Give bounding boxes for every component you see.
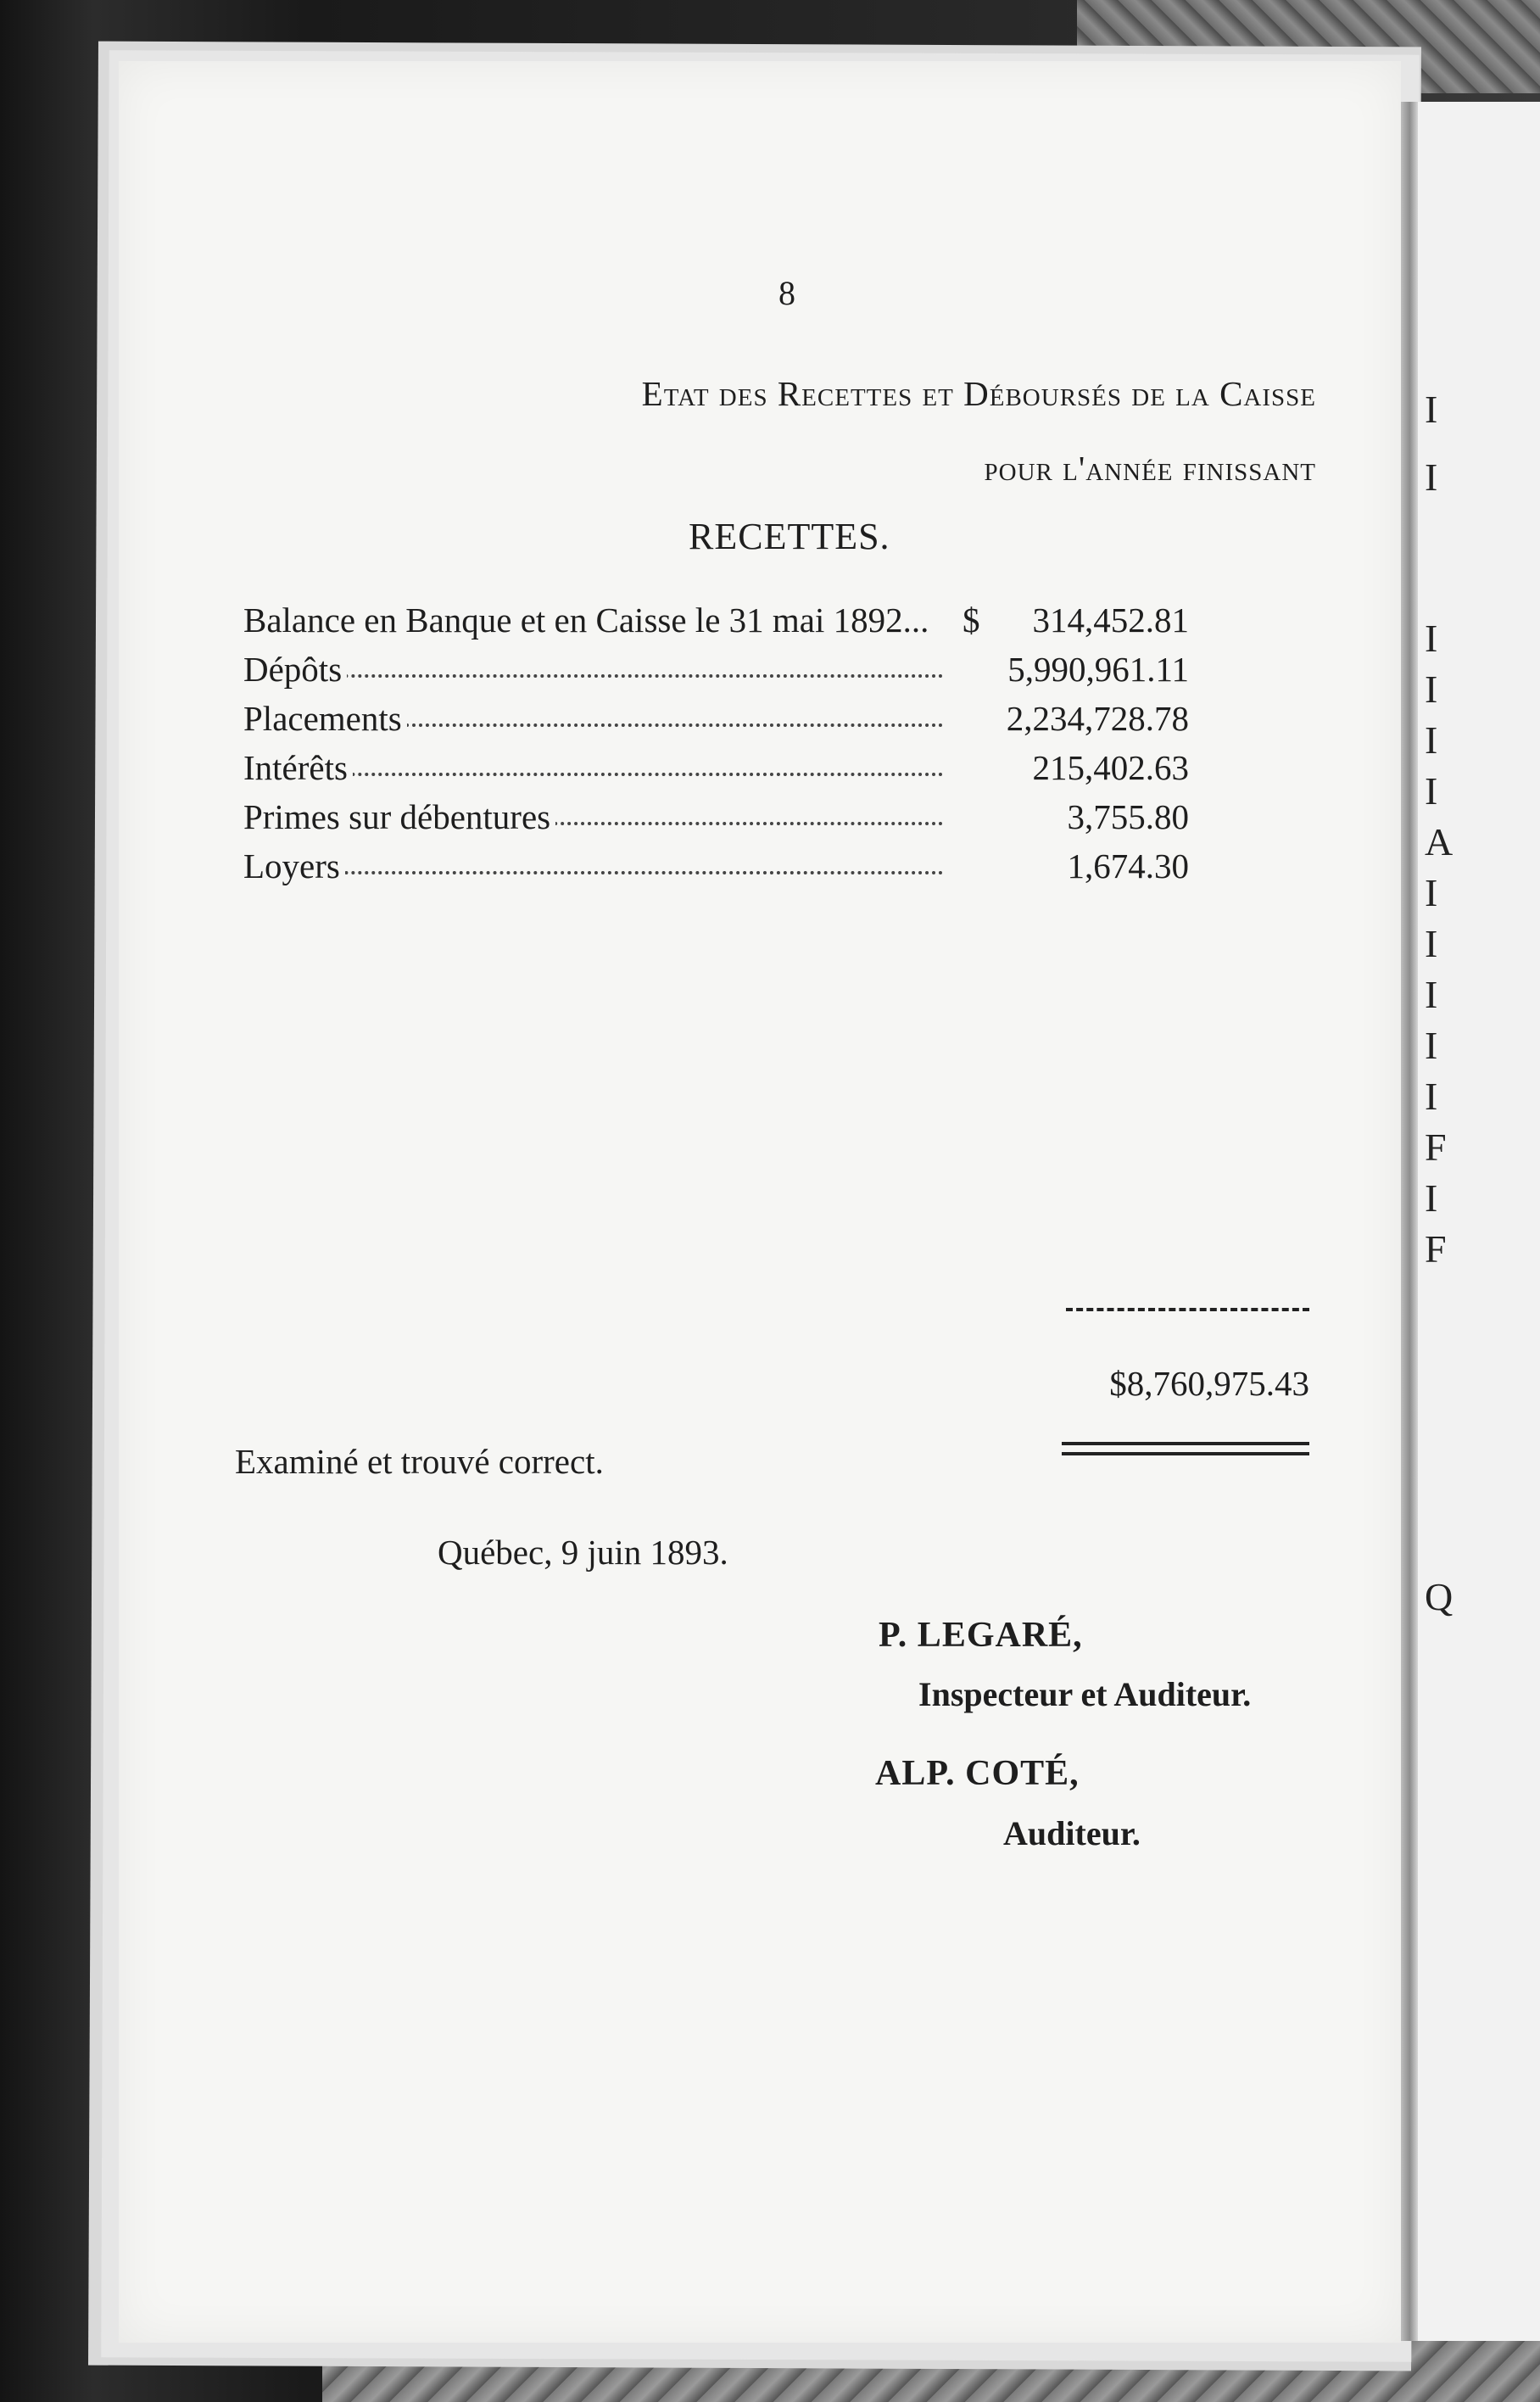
signer-name: ALP. COTÉ,: [875, 1754, 1080, 1793]
receipt-amount: 3,755.80: [1067, 797, 1189, 836]
statement-title-line-1: Etat des Recettes et Déboursés de la Caisse: [641, 374, 1316, 413]
edge-letter: I: [1425, 668, 1438, 711]
double-rule: [1062, 1442, 1309, 1455]
receipt-row: [243, 796, 1189, 846]
next-page-edge: [1414, 102, 1540, 2341]
total-amount: $8,760,975.43: [1109, 1364, 1309, 1403]
dot-leader: [243, 674, 943, 678]
edge-letter: I: [1425, 922, 1438, 965]
receipt-label: Loyers: [243, 846, 345, 886]
currency-symbol: $: [962, 600, 980, 640]
receipt-row: [243, 846, 1189, 895]
place-date: Québec, 9 juin 1893.: [438, 1533, 728, 1572]
receipt-label: Dépôts: [243, 649, 347, 690]
examined-statement: Examiné et trouvé correct.: [235, 1442, 604, 1481]
receipt-amount: 1,674.30: [1067, 846, 1189, 885]
receipt-row: [243, 600, 1189, 649]
edge-letter: I: [1425, 455, 1438, 499]
receipt-label: Balance en Banque et en Caisse le 31 mai 1892...: [243, 600, 934, 640]
edge-letter: I: [1425, 1176, 1438, 1220]
receipt-amount: 2,234,728.78: [1006, 699, 1189, 738]
receipt-amount: 314,452.81: [1032, 600, 1189, 640]
edge-letter: I: [1425, 617, 1438, 660]
page-number: 8: [778, 274, 795, 312]
edge-letter: F: [1425, 1227, 1447, 1271]
section-title: RECETTES.: [689, 516, 890, 557]
edge-letter: I: [1425, 769, 1438, 813]
edge-letter: F: [1425, 1126, 1447, 1169]
receipt-label: Placements: [243, 698, 407, 739]
edge-letter: I: [1425, 973, 1438, 1016]
total-rule: [1066, 1308, 1309, 1311]
dot-leader: [243, 871, 943, 874]
edge-letter: I: [1425, 1024, 1438, 1067]
receipt-amount: 5,990,961.11: [1007, 650, 1189, 689]
edge-letter: I: [1425, 718, 1438, 762]
signer-title: Inspecteur et Auditeur.: [918, 1675, 1252, 1713]
receipt-label: Primes sur débentures: [243, 796, 555, 837]
signer-name: P. LEGARÉ,: [879, 1616, 1083, 1655]
edge-letter: A: [1425, 820, 1454, 863]
receipt-row: [243, 747, 1189, 796]
receipt-row: [243, 649, 1189, 698]
document-page: [119, 61, 1401, 2343]
receipt-row: [243, 698, 1189, 747]
receipt-label: Intérêts: [243, 747, 353, 788]
edge-letter: Q: [1425, 1575, 1454, 1618]
statement-title-line-2: pour l'année finissant: [984, 449, 1316, 488]
signer-title: Auditeur.: [1003, 1814, 1141, 1852]
edge-letter: I: [1425, 388, 1438, 431]
edge-letter: I: [1425, 1075, 1438, 1118]
receipt-amount: 215,402.63: [1032, 748, 1189, 787]
edge-letter: I: [1425, 871, 1438, 914]
